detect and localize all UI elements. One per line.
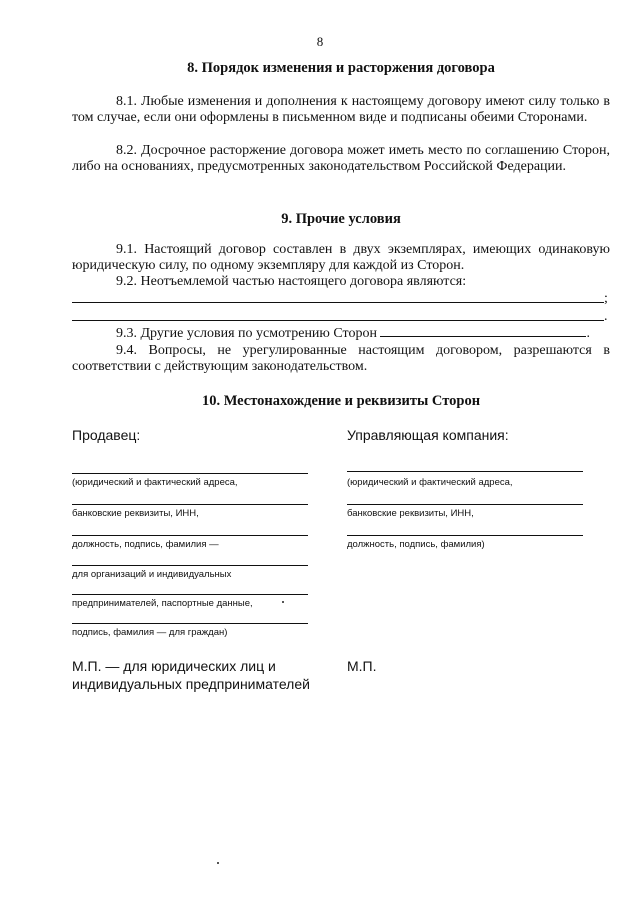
- seller-caption-6: подпись, фамилия — для граждан): [72, 627, 228, 638]
- seller-line-5[interactable]: [72, 594, 308, 595]
- section-8-heading: 8. Порядок изменения и расторжения договора: [187, 60, 495, 76]
- paragraph-9-2: 9.2. Неотъемлемой частью настоящего договора являются:: [116, 274, 467, 289]
- page-number: 8: [316, 34, 324, 49]
- paragraph-9-3: [72, 324, 632, 342]
- paragraph-8-1: 8.1. Любые изменения и дополнения к настоящему договору имеют силу только в том случае, если они оформлены в письменном виде и подписаны обеими Сторонами.: [72, 94, 610, 125]
- paragraph-8-2: 8.2. Досрочное расторжение договора может иметь место по соглашению Сторон, либо на основаниях, предусмотренных законодательством Российской Федерации.: [72, 143, 610, 174]
- seller-caption-1: (юридический и фактический адреса,: [72, 477, 238, 488]
- section-9-heading: 9. Прочие условия: [281, 211, 401, 227]
- scan-speck: [217, 862, 219, 864]
- seller-title: Продавец:: [72, 427, 141, 443]
- company-stamp-note: М.П.: [347, 658, 377, 674]
- company-caption-1: (юридический и фактический адреса,: [347, 477, 513, 488]
- seller-line-2[interactable]: [72, 504, 308, 505]
- paragraph-9-3-end: .: [586, 326, 590, 341]
- paragraph-9-1: 9.1. Настоящий договор составлен в двух экземплярах, имеющих одинаковую юридическую силу, по одному экземпляру для каждой из Сторон.: [72, 242, 610, 273]
- seller-caption-2: банковские реквизиты, ИНН,: [72, 508, 199, 519]
- seller-stamp-note: [72, 657, 310, 693]
- paragraph-9-4: 9.4. Вопросы, не урегулированные настоящим договором, разрешаются в соответствии с действующим законодательством.: [72, 343, 610, 374]
- attachment-line-2-end: .: [604, 309, 608, 324]
- attachment-line-2[interactable]: [72, 320, 604, 321]
- section-10-heading: 10. Местонахождение и реквизиты Сторон: [201, 393, 481, 409]
- attachment-line-1[interactable]: [72, 302, 604, 303]
- attachment-line-1-end: ;: [604, 291, 608, 306]
- scan-speck: [282, 601, 284, 603]
- company-caption-2: банковские реквизиты, ИНН,: [347, 508, 474, 519]
- other-conditions-line[interactable]: [380, 324, 586, 337]
- company-line-3[interactable]: [347, 535, 583, 536]
- seller-line-1[interactable]: [72, 473, 308, 474]
- seller-caption-4: для организаций и индивидуальных: [72, 569, 232, 580]
- seller-stamp-line-2: индивидуальных предпринимателей: [72, 676, 310, 692]
- company-line-2[interactable]: [347, 504, 583, 505]
- paragraph-9-3-text: 9.3. Другие условия по усмотрению Сторон: [116, 326, 377, 341]
- seller-line-3[interactable]: [72, 535, 308, 536]
- company-line-1[interactable]: [347, 471, 583, 472]
- seller-line-4[interactable]: [72, 565, 308, 566]
- seller-stamp-line-1: М.П. — для юридических лиц и: [72, 658, 276, 674]
- company-caption-3: должность, подпись, фамилия): [347, 539, 485, 550]
- seller-caption-5: предпринимателей, паспортные данные,: [72, 598, 253, 609]
- seller-line-6[interactable]: [72, 623, 308, 624]
- company-title: Управляющая компания:: [347, 427, 509, 443]
- seller-caption-3: должность, подпись, фамилия —: [72, 539, 219, 550]
